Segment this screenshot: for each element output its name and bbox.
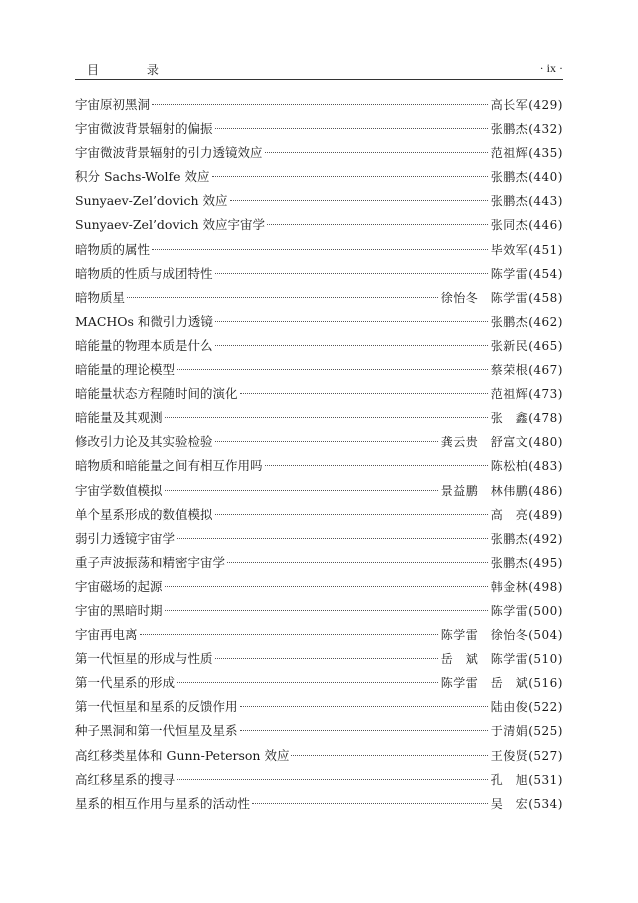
toc-entry-author-page: 张鹏杰(432) [490,122,563,137]
dot-leader [177,779,488,780]
dot-leader [212,176,488,177]
toc-entry-author-page: 毕效军(451) [490,242,563,257]
toc-entry [75,457,563,481]
toc-entry-author-page: 范祖辉(435) [490,146,563,161]
table-of-contents [75,96,563,819]
toc-entry [75,385,563,409]
toc-entry [75,771,563,795]
dot-leader [291,755,487,756]
toc-entry [75,795,563,819]
toc-entry-title: 宇宙原初黑洞 [75,97,151,112]
toc-entry-title: 第一代恒星的形成与性质 [75,651,213,667]
dot-leader [215,658,438,659]
dot-leader [215,321,488,322]
toc-entry-author-page: 高长军(429) [490,98,563,112]
toc-entry-title: 重子声波振荡和精密宇宙学 [75,554,226,570]
toc-entry-title: 暗物质的属性 [75,241,151,257]
toc-entry-title: MACHOs 和微引力透镜 [75,313,213,329]
toc-entry [75,241,563,265]
toc-entry-title: 暗能量的物理本质是什么 [75,337,213,353]
toc-entry-author-page: 于清娟(525) [490,724,563,739]
toc-entry-author-page: 张鹏杰(495) [490,555,563,570]
toc-entry-title: 高红移类星体和 Gunn-Peterson 效应 [75,747,290,763]
toc-entry-title: Sunyaev-Zel’dovich 效应 [75,193,228,209]
dot-leader [252,803,488,804]
toc-entry-author-page: 陈学雷(500) [490,603,563,618]
dot-leader [177,369,488,370]
toc-entry-title: 宇宙再电离 [75,627,138,643]
toc-entry-title: 宇宙的黑暗时期 [75,602,163,618]
dot-leader [215,441,438,442]
toc-entry-author-page: 张鹏杰(443) [490,194,563,209]
dot-leader [165,610,488,611]
toc-entry-title: 修改引力论及其实验检验 [75,434,213,450]
toc-entry [75,674,563,698]
toc-entry-author-page: 孔 旭(531) [490,772,563,787]
page-header [75,58,563,76]
toc-entry [75,722,563,746]
toc-entry [75,192,563,216]
toc-entry-author-page: 张鹏杰(462) [490,314,563,329]
toc-entry-title: 暗能量状态方程随时间的演化 [75,386,238,402]
toc-entry [75,216,563,240]
toc-entry-title: 单个星系形成的数值模拟 [75,506,213,522]
toc-entry-title: Sunyaev-Zel’dovich 效应宇宙学 [75,217,266,233]
toc-entry-author-page: 张鹏杰(440) [490,170,563,185]
header-section-title: 目 录 [87,63,181,77]
dot-leader [215,345,488,346]
toc-entry [75,554,563,578]
toc-entry-title: 宇宙微波背景辐射的偏振 [75,121,213,137]
toc-entry-title: 星系的相互作用与星系的活动性 [75,795,251,811]
toc-entry-author-page: 龚云贵 舒富文(480) [440,435,563,450]
toc-entry-title: 宇宙磁场的起源 [75,578,163,594]
dot-leader [215,273,488,274]
dot-leader [165,417,488,418]
toc-entry [75,626,563,650]
dot-leader [177,538,488,539]
toc-entry-author-page: 张 鑫(478) [490,411,563,426]
toc-entry-title: 弱引力透镜宇宙学 [75,530,176,546]
toc-entry-author-page: 范祖辉(473) [490,387,563,402]
toc-entry-author-page: 陆由俊(522) [490,700,563,715]
toc-entry-author-page: 吴 宏(534) [490,796,563,811]
dot-leader [177,682,438,683]
dot-leader [127,297,438,298]
dot-leader [240,730,488,731]
toc-entry-author-page: 陈学雷 岳 斌(516) [440,676,563,691]
toc-entry-title: 第一代恒星和星系的反馈作用 [75,699,238,715]
toc-entry-title: 宇宙学数值模拟 [75,482,163,498]
toc-entry-author-page: 王俊贤(527) [490,748,563,763]
toc-entry-author-page: 景益鹏 林伟鹏(486) [440,483,563,498]
toc-entry-author-page: 张同杰(446) [490,218,563,233]
toc-entry [75,433,563,457]
toc-entry-author-page: 高 亮(489) [490,507,563,522]
toc-entry [75,506,563,530]
dot-leader [267,224,488,225]
toc-entry-title: 宇宙微波背景辐射的引力透镜效应 [75,145,263,161]
dot-leader [215,514,488,515]
toc-entry-author-page: 岳 斌 陈学雷(510) [440,652,563,667]
dot-leader [140,634,438,635]
toc-entry-author-page: 徐怡冬 陈学雷(458) [440,290,563,305]
toc-entry-title: 积分 Sachs-Wolfe 效应 [75,169,210,185]
toc-entry [75,602,563,626]
dot-leader [152,249,488,250]
dot-leader [240,393,488,394]
dot-leader [165,586,488,587]
toc-entry-title: 种子黑洞和第一代恒星及星系 [75,723,238,739]
toc-entry-title: 暗物质的性质与成团特性 [75,265,213,281]
dot-leader [230,200,488,201]
toc-entry-title: 暗物质星 [75,289,126,305]
dot-leader [165,490,438,491]
toc-entry-title: 第一代星系的形成 [75,675,176,691]
toc-entry [75,698,563,722]
toc-entry-author-page: 陈松柏(483) [490,459,563,474]
dot-leader [240,706,488,707]
toc-entry [75,409,563,433]
toc-entry [75,578,563,602]
toc-entry-author-page: 蔡荣根(467) [490,363,563,378]
toc-entry-title: 高红移星系的搜寻 [75,771,176,787]
toc-entry [75,120,563,144]
toc-entry-title: 暗物质和暗能量之间有相互作用吗 [75,458,263,474]
toc-entry [75,650,563,674]
toc-entry-author-page: 张新民(465) [490,338,563,353]
toc-entry-author-page: 陈学雷 徐怡冬(504) [440,628,563,643]
dot-leader [215,128,488,129]
toc-entry-title: 暗能量及其观测 [75,410,163,426]
dot-leader [152,104,488,105]
toc-entry [75,482,563,506]
toc-entry [75,747,563,771]
toc-entry [75,168,563,192]
toc-entry-author-page: 韩金林(498) [490,579,563,594]
header-rule [75,79,563,80]
toc-entry [75,289,563,313]
dot-leader [265,152,488,153]
toc-entry [75,361,563,385]
toc-entry-author-page: 张鹏杰(492) [490,531,563,546]
toc-entry [75,313,563,337]
toc-entry [75,265,563,289]
header-page-number: · ix · [539,61,563,75]
toc-entry [75,144,563,168]
toc-entry [75,530,563,554]
toc-entry-title: 暗能量的理论模型 [75,362,176,378]
dot-leader [227,562,488,563]
dot-leader [265,465,488,466]
toc-entry [75,96,563,120]
toc-entry-author-page: 陈学雷(454) [490,266,563,281]
toc-entry [75,337,563,361]
